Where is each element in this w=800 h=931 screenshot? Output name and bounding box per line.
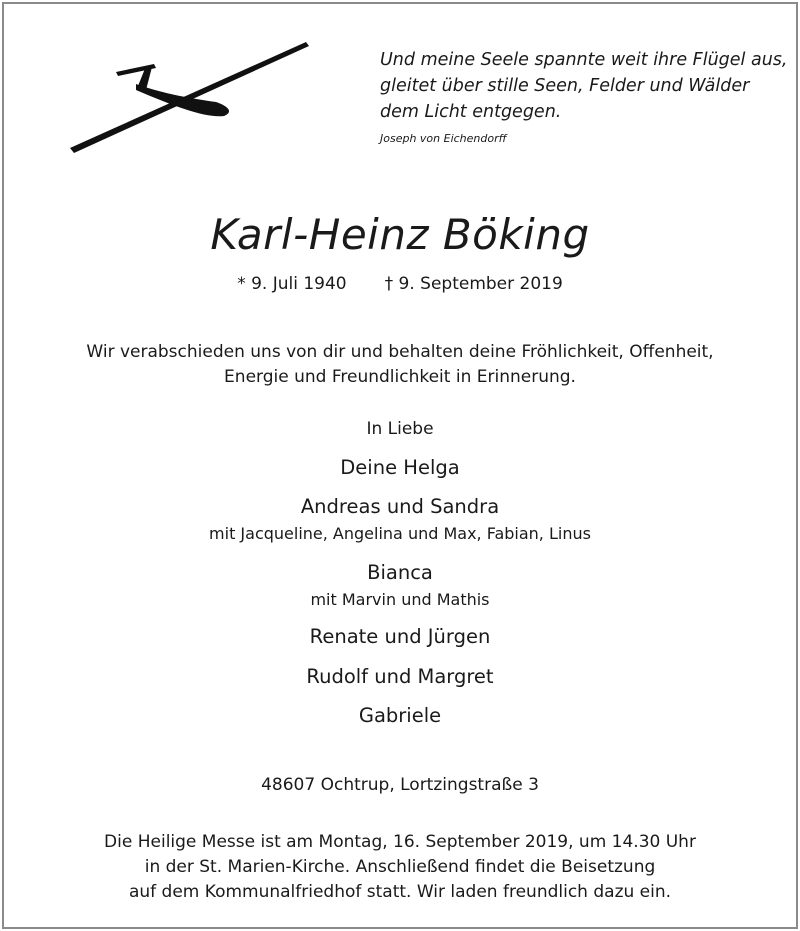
death-date: † 9. September 2019 <box>384 274 563 294</box>
service-line: Die Heilige Messe ist am Montag, 16. September 2019, um 14.30 Uhr <box>104 832 696 852</box>
mourner-gabriele: Gabriele <box>358 704 442 727</box>
mourner-bianca: Bianca <box>367 561 433 584</box>
farewell-message <box>0 340 800 390</box>
service-line: in der St. Marien-Kirche. Anschließend findet die Beisetzung <box>144 857 656 877</box>
service-line: auf dem Kommunalfriedhof statt. Wir laden freundlich dazu ein. <box>128 882 672 902</box>
message-line: Wir verabschieden uns von dir und behalten deine Fröhlichkeit, Offenheit, <box>86 342 714 362</box>
address: 48607 Ochtrup, Lortzingstraße 3 <box>261 775 539 795</box>
in-love-label: In Liebe <box>366 419 434 439</box>
mourner-bianca-children: mit Marvin und Mathis <box>310 590 490 609</box>
message-line: Energie und Freundlichkeit in Erinnerung. <box>224 367 576 387</box>
mourner-andreas: Andreas und Sandra <box>300 495 500 518</box>
quote-line: dem Licht entgegen. <box>380 102 562 122</box>
mourner-rudolf: Rudolf und Margret <box>306 665 494 688</box>
glider-icon <box>66 36 310 154</box>
quote-line: Und meine Seele spannte weit ihre Flügel aus, <box>380 50 788 70</box>
quote-author: Joseph von Eichendorff <box>380 132 507 145</box>
poem-quote <box>380 47 788 146</box>
deceased-name: Karl-Heinz Böking <box>210 210 590 259</box>
mourner-renate: Renate und Jürgen <box>309 625 491 648</box>
birth-date: * 9. Juli 1940 <box>237 274 347 294</box>
mourner-andreas-children: mit Jacqueline, Angelina und Max, Fabian, Linus <box>209 524 591 543</box>
life-dates <box>0 274 800 294</box>
mourner-helga: Deine Helga <box>340 456 460 479</box>
service-info <box>0 830 800 905</box>
quote-line: gleitet über stille Seen, Felder und Wälder <box>380 76 750 96</box>
